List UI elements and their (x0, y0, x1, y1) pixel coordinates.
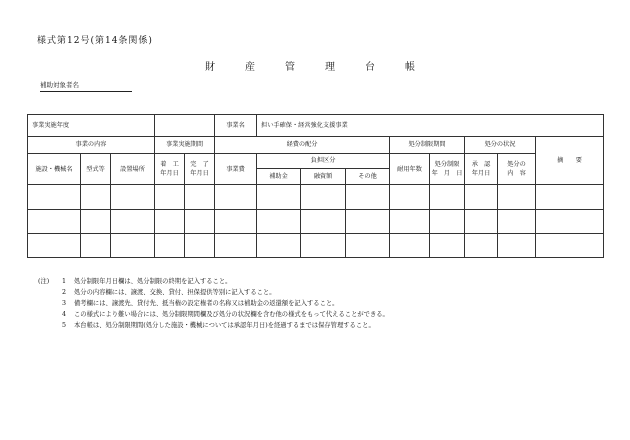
page-title: 財 産 管 理 台 帳 (205, 62, 425, 73)
table-cell[interactable] (155, 233, 185, 257)
table-cell[interactable] (215, 233, 257, 257)
note-number: 4 (62, 311, 67, 318)
table-cell[interactable] (185, 233, 215, 257)
table-cell[interactable] (185, 209, 215, 233)
table-cell[interactable] (301, 233, 346, 257)
table-cell[interactable] (390, 185, 430, 209)
table-cell[interactable] (430, 209, 465, 233)
table-cell[interactable] (111, 209, 155, 233)
table-cell[interactable] (28, 233, 81, 257)
table-cell[interactable] (536, 233, 604, 257)
end-date-header: 完 了 年月日 (185, 153, 215, 185)
table-cell[interactable] (430, 185, 465, 209)
note-item (38, 276, 608, 287)
table-cell[interactable] (346, 233, 390, 257)
table-cell[interactable] (465, 185, 498, 209)
table-cell[interactable] (390, 233, 430, 257)
table-cell[interactable] (257, 233, 301, 257)
note-text: この様式により難い場合には、処分制限期間欄及び処分の状況欄を含む他の様式をもって代えることができる。 (74, 311, 389, 318)
table-cell[interactable] (81, 209, 111, 233)
approval-date-header: 承 認 年月日 (465, 153, 498, 185)
table-cell[interactable] (465, 209, 498, 233)
note-number: 1 (62, 278, 67, 285)
table-row (28, 185, 604, 209)
table-cell[interactable] (498, 209, 536, 233)
table-cell[interactable] (155, 185, 185, 209)
project-content-header: 事業の内容 (28, 137, 155, 154)
burden-category-header: 負担区分 (257, 153, 390, 168)
project-period-header: 事業実施期間 (155, 137, 215, 154)
financing-header: 融資額 (301, 168, 346, 185)
table-row (28, 233, 604, 257)
note-item (38, 309, 608, 320)
table-cell[interactable] (346, 185, 390, 209)
project-name-value: 担い手確保・経営強化支援事業 (257, 115, 604, 137)
table-cell[interactable] (81, 233, 111, 257)
useful-life-header: 耐用年数 (390, 153, 430, 185)
other-header: その他 (346, 168, 390, 185)
recipient-name-label: 補助対象者名 (40, 80, 132, 92)
table-cell[interactable] (111, 185, 155, 209)
note-text: 本台帳は、処分制限期間(処分した施設・機械については承認年月日)を経過するまでは保存管理すること。 (74, 322, 375, 329)
project-name-label: 事業名 (215, 115, 257, 137)
note-number: 3 (62, 300, 67, 307)
cost-allocation-header: 経費の配分 (215, 137, 390, 154)
table-cell[interactable] (390, 209, 430, 233)
disposal-status-header: 処分の状況 (465, 137, 536, 154)
project-year-value[interactable] (155, 115, 215, 137)
note-item (38, 298, 608, 309)
table-cell[interactable] (185, 185, 215, 209)
remarks-header: 摘 要 (536, 137, 604, 185)
table-cell[interactable] (536, 185, 604, 209)
notes-prefix: (注) (38, 278, 50, 285)
location-header: 設置場所 (111, 153, 155, 185)
limit-date-header: 処分制限 年 月 日 (430, 153, 465, 185)
table-cell[interactable] (155, 209, 185, 233)
property-ledger-table (27, 114, 604, 258)
note-item (38, 287, 608, 298)
form-number: 様式第12号(第14条関係) (37, 36, 153, 46)
start-date-header: 着 工 年月日 (155, 153, 185, 185)
note-number: 5 (62, 322, 67, 329)
table-cell[interactable] (430, 233, 465, 257)
table-cell[interactable] (215, 185, 257, 209)
table-cell[interactable] (301, 185, 346, 209)
table-cell[interactable] (257, 209, 301, 233)
note-text: 処分の内容欄には、譲渡、交換、貸付、担保提供等別に記入すること。 (74, 289, 276, 296)
table-cell[interactable] (536, 209, 604, 233)
facility-name-header: 施設・機械名 (28, 153, 81, 185)
subsidy-header: 補助金 (257, 168, 301, 185)
table-cell[interactable] (28, 209, 81, 233)
table-cell[interactable] (498, 185, 536, 209)
project-cost-header: 事業費 (215, 153, 257, 185)
table-cell[interactable] (301, 209, 346, 233)
note-item (38, 320, 608, 331)
table-cell[interactable] (498, 233, 536, 257)
table-cell[interactable] (346, 209, 390, 233)
project-year-label: 事業実施年度 (28, 115, 155, 137)
table-cell[interactable] (111, 233, 155, 257)
note-text: 処分制限年月日欄は、処分制限の終期を記入すること。 (74, 278, 232, 285)
table-cell[interactable] (28, 185, 81, 209)
notes-section (38, 276, 608, 331)
table-cell[interactable] (81, 185, 111, 209)
model-header: 型式等 (81, 153, 111, 185)
disposal-limit-period-header: 処分制限期間 (390, 137, 465, 154)
table-cell[interactable] (215, 209, 257, 233)
note-number: 2 (62, 289, 67, 296)
table-row (28, 209, 604, 233)
table-cell[interactable] (257, 185, 301, 209)
disposal-content-header: 処分の 内 容 (498, 153, 536, 185)
table-cell[interactable] (465, 233, 498, 257)
note-text: 備考欄には、譲渡先、貸付先、抵当権の設定権者の名称又は補助金の返還額を記入すること。 (74, 300, 339, 307)
